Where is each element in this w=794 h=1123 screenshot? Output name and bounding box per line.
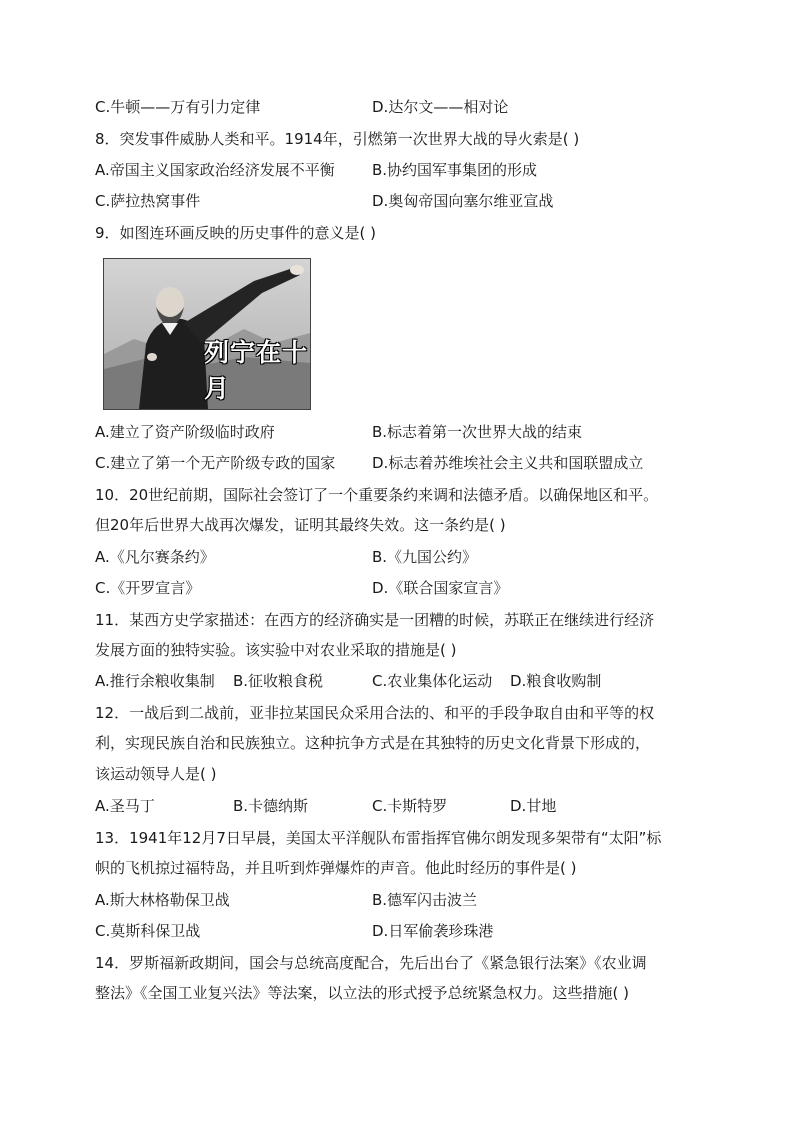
q13-option-a: A.斯大林格勒保卫战 xyxy=(95,891,230,909)
q13-option-b: B.德军闪击波兰 xyxy=(372,891,478,909)
q9-stem: 9．如图连环画反映的历史事件的意义是( ) xyxy=(95,224,377,242)
q7-option-c: C.牛顿——万有引力定律 xyxy=(95,98,261,116)
q9-option-d: D.标志着苏维埃社会主义共和国联盟成立 xyxy=(372,454,644,472)
q14-stem-line1: 14．罗斯福新政期间，国会与总统高度配合，先后出台了《紧急银行法案》《农业调 xyxy=(95,954,647,972)
q11-option-b: B.征收粮食税 xyxy=(233,672,324,690)
q13-option-c: C.莫斯科保卫战 xyxy=(95,922,201,940)
q10-stem-line2: 但20年后世界大战再次爆发，证明其最终失效。这一条约是( ) xyxy=(95,516,506,534)
q7-option-d: D.达尔文——相对论 xyxy=(372,98,509,116)
q14-stem-line2: 整法》《全国工业复兴法》等法案，以立法的形式授予总统紧急权力。这些措施( ) xyxy=(95,984,629,1002)
q10-option-d: D.《联合国家宣言》 xyxy=(372,579,509,597)
q8-stem: 8．突发事件威胁人类和平。1914年，引燃第一次世界大战的导火索是( ) xyxy=(95,130,580,148)
q12-stem-line2: 利，实现民族自治和民族独立。这种抗争方式是在其独特的历史文化背景下形成的， xyxy=(95,734,651,752)
q12-option-b: B.卡德纳斯 xyxy=(233,797,309,815)
q8-option-b: B.协约国军事集团的形成 xyxy=(372,161,538,179)
q12-option-c: C.卡斯特罗 xyxy=(372,797,448,815)
q8-option-c: C.萨拉热窝事件 xyxy=(95,192,201,210)
q12-stem-line3: 该运动领导人是( ) xyxy=(95,765,217,783)
q11-stem-line1: 11．某西方史学家描述：在西方的经济确实是一团糟的时候，苏联正在继续进行经济 xyxy=(95,611,655,629)
q10-option-a: A.《凡尔赛条约》 xyxy=(95,548,215,566)
q9-option-b: B.标志着第一次世界大战的结束 xyxy=(372,423,583,441)
q11-stem-line2: 发展方面的独特实验。该实验中对农业采取的措施是( ) xyxy=(95,641,457,659)
q10-option-c: C.《开罗宣言》 xyxy=(95,579,201,597)
q11-option-d: D.粮食收购制 xyxy=(510,672,602,690)
q13-stem-line1: 13．1941年12月7日早晨，美国太平洋舰队布雷指挥官佛尔朗发现多架带有“太阳”标 xyxy=(95,829,662,847)
q10-option-b: B.《九国公约》 xyxy=(372,548,478,566)
q11-option-a: A.推行余粮收集制 xyxy=(95,672,215,690)
q12-option-a: A.圣马丁 xyxy=(95,797,155,815)
q8-option-d: D.奥匈帝国向塞尔维亚宣战 xyxy=(372,192,554,210)
q12-stem-line1: 12．一战后到二战前，亚非拉某国民众采用合法的、和平的手段争取自由和平等的权 xyxy=(95,704,655,722)
q13-stem-line2: 帜的飞机掠过福特岛，并且听到炸弹爆炸的声音。他此时经历的事件是( ) xyxy=(95,859,577,877)
image-caption: 列宁在十月 xyxy=(204,338,309,403)
q9-option-c: C.建立了第一个无产阶级专政的国家 xyxy=(95,454,336,472)
lenin-comic-image xyxy=(103,258,311,410)
q12-option-d: D.甘地 xyxy=(510,797,557,815)
q10-stem-line1: 10．20世纪前期，国际社会签订了一个重要条约来调和法德矛盾。以确保地区和平。 xyxy=(95,486,659,504)
q8-option-a: A.帝国主义国家政治经济发展不平衡 xyxy=(95,161,335,179)
q13-option-d: D.日军偷袭珍珠港 xyxy=(372,922,494,940)
q9-option-a: A.建立了资产阶级临时政府 xyxy=(95,423,275,441)
q11-option-c: C.农业集体化运动 xyxy=(372,672,493,690)
